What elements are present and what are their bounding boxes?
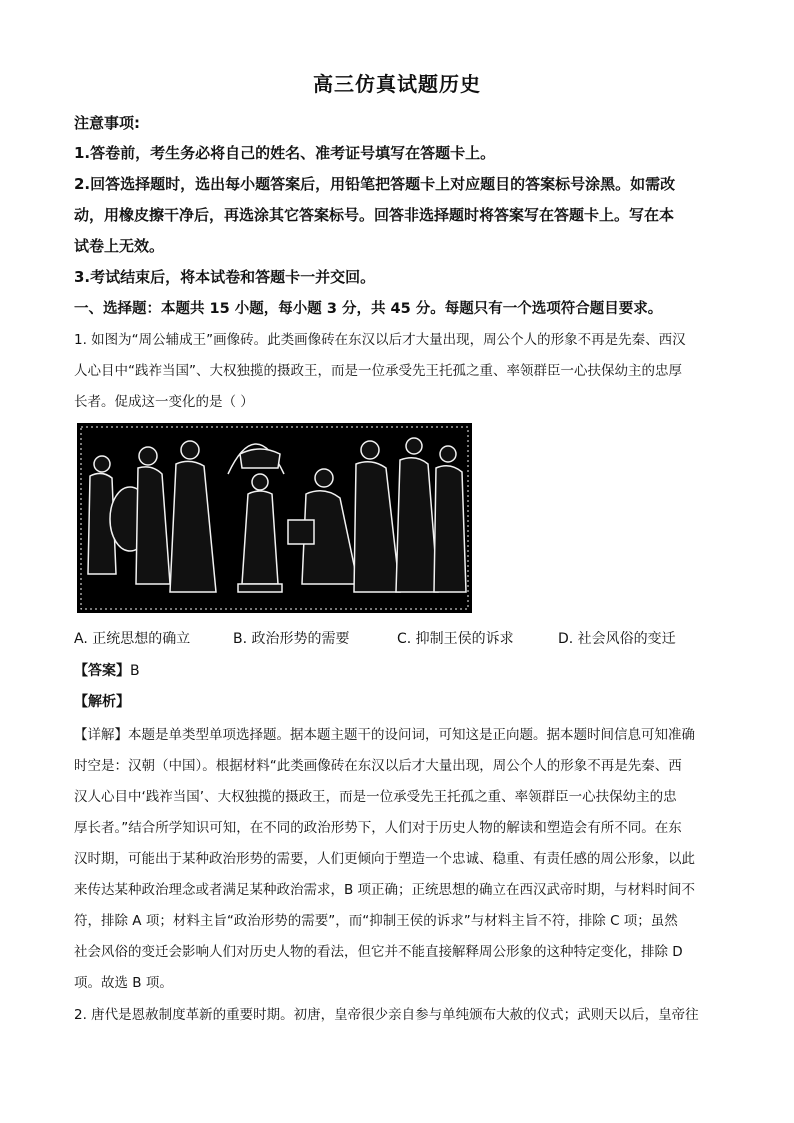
answer-tag: 【答案】 (74, 663, 130, 679)
option-b: B. 政治形势的需要 (233, 631, 350, 647)
notice-line: 2.回答选择题时，选出每小题答案后，用铅笔把答题卡上对应题目的答案标号涂黑。如需改 (74, 175, 676, 193)
page-title: 高三仿真试题历史 (313, 72, 481, 96)
answer-value: B (130, 663, 140, 679)
brick-relief-illustration (77, 423, 472, 613)
detail-line: 【详解】本题是单类型单项选择题。据本题主题干的设问词，可知这是正向题。据本题时间信息可知准确 (74, 727, 695, 743)
detail-line: 汉时期，可能出于某种政治形势的需要，人们更倾向于塑造一个忠诚、稳重、有责任感的周公形象，以此 (74, 851, 695, 867)
detail-line: 时空是：汉朝（中国）。根据材料“此类画像砖在东汉以后才大量出现，周公个人的形象不再是先秦、西 (74, 758, 682, 774)
option-a: A. 正统思想的确立 (74, 631, 191, 647)
question-stem: 人心目中“践祚当国”、大权独揽的摄政王，而是一位承受先王托孤之重、率领群臣一心扶保幼主的忠厚 (74, 363, 682, 379)
answer-line (74, 660, 724, 680)
option-d: D. 社会风俗的变迁 (558, 631, 676, 647)
section-heading: 一、选择题：本题共 15 小题，每小题 3 分，共 45 分。每题只有一个选项符合题目要求。 (74, 301, 663, 317)
notice-line: 3.考试结束后，将本试卷和答题卡一并交回。 (74, 268, 376, 286)
relief-figures-image (78, 424, 471, 612)
option-c: C. 抑制王侯的诉求 (397, 631, 514, 647)
analysis-tag: 【解析】 (74, 694, 130, 710)
notice-heading: 注意事项: (74, 114, 140, 132)
detail-line: 符，排除 A 项；材料主旨“政治形势的需要”，而“抑制王侯的诉求”与材料主旨不符，排除 C 项；虽然 (74, 913, 678, 929)
notice-line: 动，用橡皮擦干净后，再选涂其它答案标号。回答非选择题时将答案写在答题卡上。写在本 (74, 206, 675, 224)
notice-line: 1.答卷前，考生务必将自己的姓名、准考证号填写在答题卡上。 (74, 144, 496, 162)
notice-line: 试卷上无效。 (74, 237, 165, 255)
detail-line: 社会风俗的变迁会影响人们对历史人物的看法，但它并不能直接解释周公形象的这种特定变化，排除 D (74, 944, 683, 960)
detail-line: 项。故选 B 项。 (74, 975, 173, 991)
detail-line: 汉人心目中‘践祚当国’、大权独揽的摄政王，而是一位承受先王托孤之重、率领群臣一心扶保幼主的忠 (74, 789, 677, 805)
detail-line: 来传达某种政治理念或者满足某种政治需求，B 项正确；正统思想的确立在西汉武帝时期，与材料时间不 (74, 882, 696, 898)
question-2-stem: 2. 唐代是恩赦制度革新的重要时期。初唐，皇帝很少亲自参与单纯颁布大赦的仪式；武则天以后，皇帝往 (74, 1007, 699, 1023)
question-stem: 长者。促成这一变化的是（ ） (74, 394, 254, 410)
detail-line: 厚长者。”结合所学知识可知，在不同的政治形势下，人们对于历史人物的解读和塑造会有所不同。在东 (74, 820, 682, 836)
question-stem: 1. 如图为“周公辅成王”画像砖。此类画像砖在东汉以后才大量出现，周公个人的形象不再是先秦、西汉 (74, 332, 686, 348)
